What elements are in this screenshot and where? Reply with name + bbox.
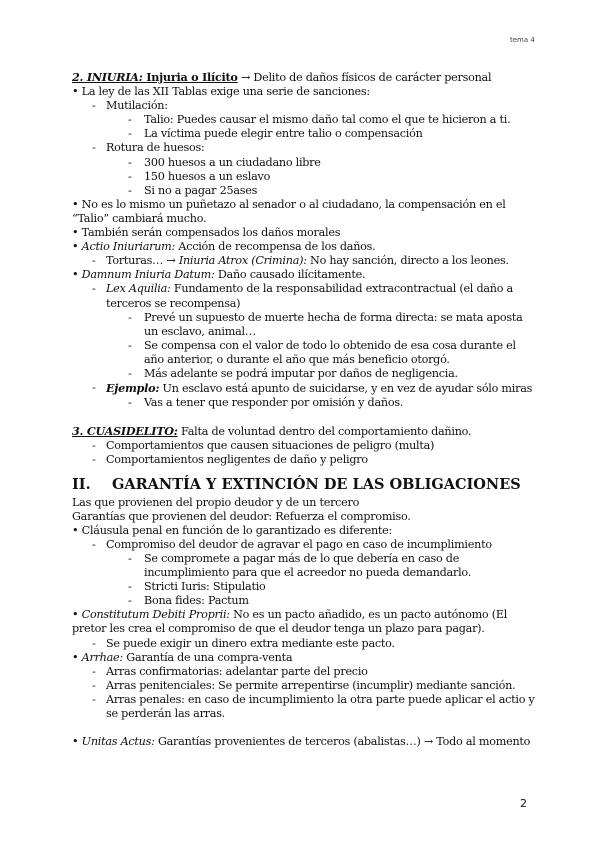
- bullet-clausula-penal: • Cláusula penal en función de lo garantizado es diferente:: [72, 523, 393, 537]
- bullet-actio-iniuriarum: • Actio Iniuriarum: Acción de recompensa de los daños.: [72, 240, 376, 254]
- bullet-unitas-actus: • Unitas Actus: Garantías provenientes de terceros (abalistas…) → Todo al momento: [72, 735, 531, 749]
- list-item-arras-penales: - Arras penales: en caso de incumplimiento la otra parte puede aplicar el actio y se perderán las arras.: [92, 692, 535, 721]
- list-item-se-compromete: - Se compromete a pagar más de lo que debería en caso de incumplimiento para que el acreedor no pueda demandarlo.: [128, 552, 472, 580]
- list-item-talio: - Talio: Puedes causar el mismo daño tal como el que te hicieron a ti.: [128, 113, 511, 127]
- list-item-arras-penitenciales: - Arras penitenciales: Se permite arrepentirse (incumplir) mediante sanción.: [92, 678, 516, 692]
- list-item-mutilacion: - Mutilación:: [92, 99, 168, 113]
- list-item-stricti-iuris: - Stricti Iuris: Stipulatio: [128, 580, 266, 594]
- section-3-heading: 3. CUASIDELITO: Falta de voluntad dentro del comportamiento dañino.: [72, 424, 472, 439]
- list-item-negligentes: - Comportamientos negligentes de daño y peligro: [92, 453, 368, 467]
- list-item-negligencia: - Más adelante se podrá imputar por daños de negligencia.: [128, 366, 458, 380]
- list-item-ejemplo: - Ejemplo: Un esclavo está apunto de suicidarse, y en vez de ayudar sólo miras: [92, 381, 533, 396]
- page-number: 2: [520, 797, 527, 810]
- list-item-omision: - Vas a tener que responder por omisión y daños.: [128, 396, 404, 410]
- list-item-dinero-extra: - Se puede exigir un dinero extra mediante este pacto.: [92, 636, 395, 650]
- list-item-compromiso: - Compromiso del deudor de agravar el pago en caso de incumplimiento: [92, 537, 492, 551]
- bullet-punetazo: • No es lo mismo un puñetazo al senador o al ciudadano, la compensación en el “Talio” cambiará mucho.: [72, 197, 506, 225]
- paragraph-provienen: Las que provienen del propio deudor y de un tercero: [72, 495, 360, 509]
- list-item-150-huesos: - 150 huesos a un eslavo: [128, 169, 271, 183]
- list-item-compensa: - Se compensa con el valor de todo lo obtenido de esa cosa durante el año anterior, o durante el año que más beneficio otorgó.: [128, 338, 516, 366]
- list-item-lex-aquilia: - Lex Aquilia: Fundamento de la responsabilidad extracontractual (el daño a terceros se recompensa): [92, 282, 513, 310]
- paragraph-garantias-deudor: Garantías que provienen del deudor: Refuerza el compromiso.: [72, 509, 411, 523]
- bullet-arrhae: • Arrhae: Garantía de una compra-venta: [72, 650, 293, 664]
- section-2-title-rest: → Delito de daños físicos de carácter personal: [237, 71, 492, 84]
- list-item-peligro: - Comportamientos que causen situaciones de peligro (multa): [92, 439, 435, 453]
- list-item-arras-confirmatorias: - Arras confirmatorias: adelantar parte del precio: [92, 664, 368, 678]
- list-item-torturas: - Torturas… → Iniuria Atrox (Crimina): No hay sanción, directo a los leones.: [92, 254, 509, 268]
- list-item-rotura: - Rotura de huesos:: [92, 141, 205, 155]
- bullet-constitutum: • Constitutum Debiti Proprii: No es un pacto añadido, es un pacto autónomo (El pretor les crea el compromiso de que el deudor tenga un plazo para pagar).: [72, 608, 508, 636]
- section-2-heading: [72, 70, 538, 85]
- list-item-victima: - La víctima puede elegir entre talio o compensación: [128, 127, 423, 141]
- list-item-bona-fides: - Bona fides: Pactum: [128, 594, 249, 608]
- section-2-title: Injuria o Ilícito: [146, 70, 238, 84]
- section-ii-heading: II. GARANTÍA Y EXTINCIÓN DE LAS OBLIGACIONES: [72, 475, 521, 493]
- list-item-preve: - Prevé un supuesto de muerte hecha de forma directa: se mata aposta un esclavo, animal…: [128, 310, 523, 338]
- document-body: [72, 70, 538, 749]
- page-tag: tema 4: [510, 36, 535, 44]
- section-2-number: 2. INIURIA:: [72, 70, 147, 84]
- list-item-25-ases: - Si no a pagar 25ases: [128, 183, 258, 197]
- bullet-damnum: • Damnum Iniuria Datum: Daño causado ilícitamente.: [72, 268, 366, 282]
- list-item-300-huesos: - 300 huesos a un ciudadano libre: [128, 155, 321, 169]
- bullet-xii-tablas: • La ley de las XII Tablas exige una serie de sanciones:: [72, 85, 370, 99]
- bullet-danos-morales: • También serán compensados los daños morales: [72, 226, 341, 240]
